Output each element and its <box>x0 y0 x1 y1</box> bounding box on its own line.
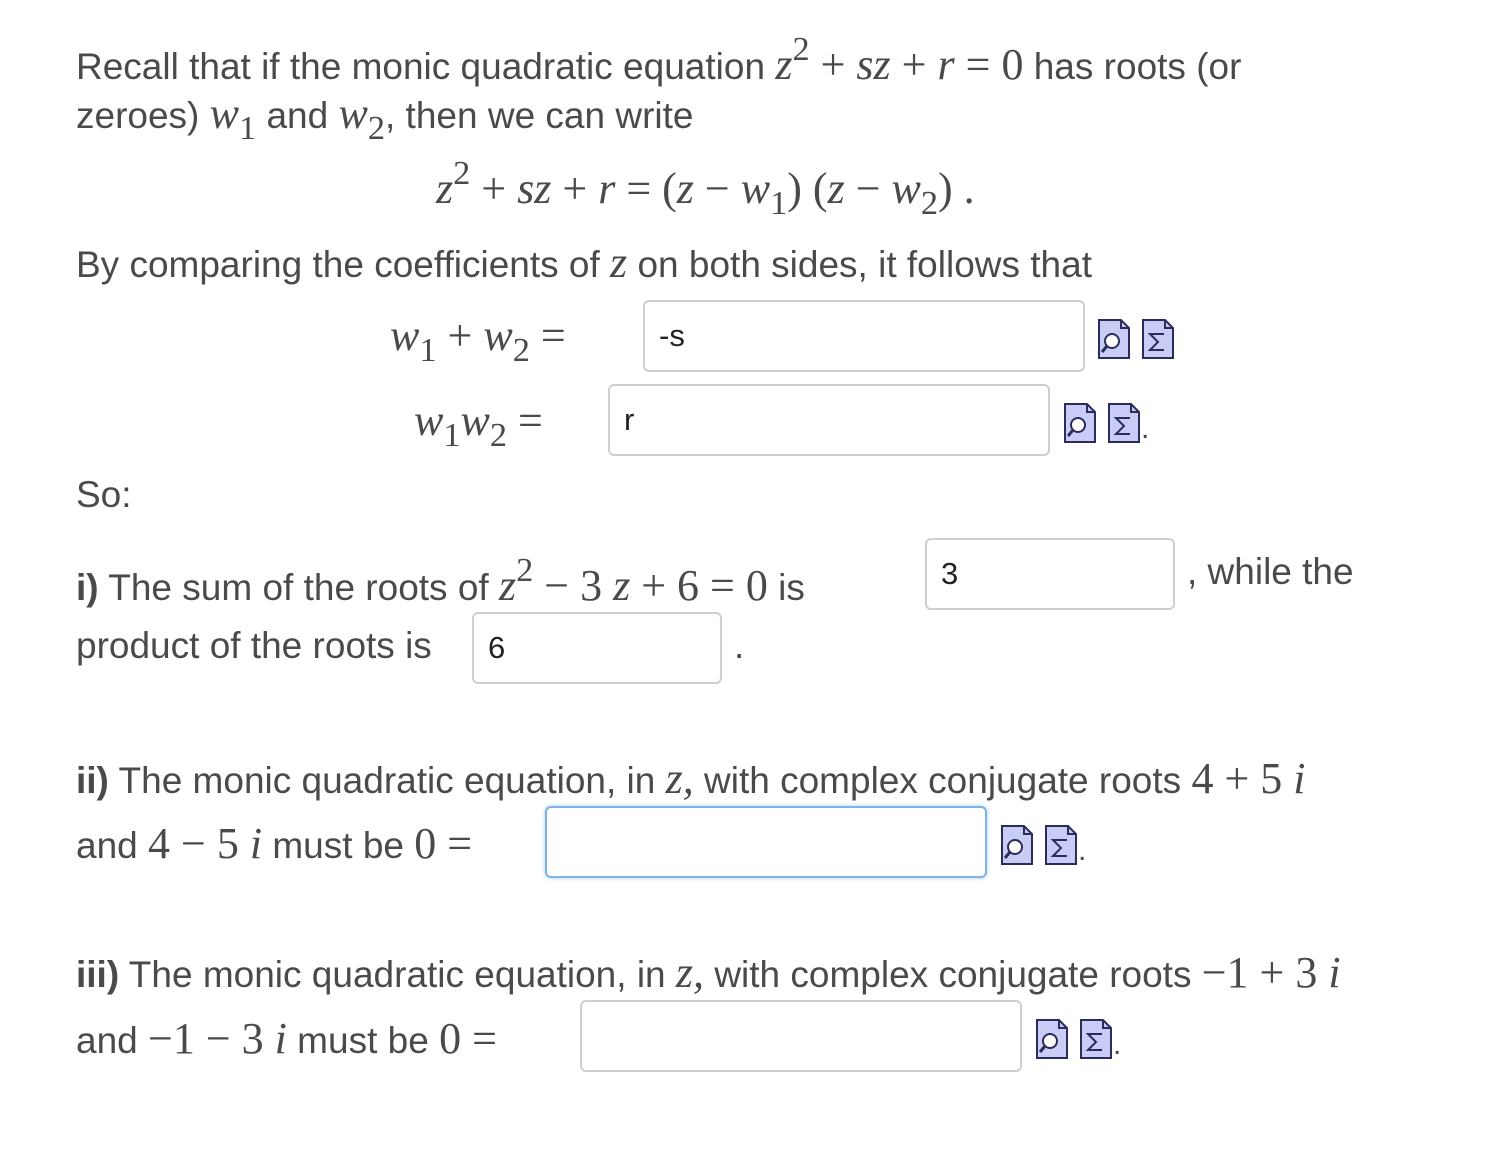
part-iii-text-2: with complex conjugate roots <box>714 954 1192 995</box>
w1-symbol: $w_1$ <box>209 89 257 147</box>
part-ii-text: The monic quadratic equation, in <box>118 760 656 801</box>
intro-line-1 <box>76 30 1241 90</box>
part-i-label: i) <box>76 566 99 608</box>
part-ii-line-1 <box>76 753 1306 804</box>
is-text: is <box>778 566 805 608</box>
part-ii-label: ii) <box>76 760 109 801</box>
sum-roots-input[interactable] <box>643 300 1085 372</box>
preview-icon[interactable] <box>1097 318 1131 360</box>
part-ii-line-2 <box>76 818 472 869</box>
sum-equation-label: $w_1 + w_2$ = <box>390 311 566 369</box>
intro-line-2 <box>76 88 693 148</box>
then-text: , then we can write <box>385 95 694 136</box>
and-text: and <box>266 95 329 136</box>
part-i-line-2 <box>76 625 432 667</box>
intro-zeroes-text: zeroes) <box>76 95 200 136</box>
compare-coefficients-text <box>76 237 1092 288</box>
and-text: and <box>76 1020 138 1061</box>
product-text: product of the roots is <box>76 625 432 666</box>
equation-editor-icon[interactable] <box>1044 824 1078 866</box>
root-value: −1 + 3 <box>1201 948 1318 997</box>
part-iii-line-2 <box>76 1013 497 1064</box>
factorization-equation: $z^2$ + sz + $r = (z - w_1)$ $(z - w_2)$ . <box>436 154 975 222</box>
product-roots-input[interactable] <box>608 384 1050 456</box>
part-i-sum-input[interactable] <box>925 538 1175 610</box>
intro-text-end: has roots (or <box>1033 45 1242 87</box>
part-ii-text-2: with complex conjugate roots <box>704 760 1182 801</box>
period: . <box>1078 834 1087 867</box>
compare-text-end: on both sides, it follows that <box>637 244 1092 285</box>
equation-editor-icon[interactable] <box>1079 1018 1113 1060</box>
must-be-text: must be <box>272 825 404 866</box>
equation-editor-icon[interactable] <box>1107 402 1141 444</box>
part-i-product-input[interactable] <box>472 612 722 684</box>
part-iii-text: The monic quadratic equation, in <box>128 954 666 995</box>
z-symbol: z <box>610 238 628 287</box>
root-value: 4 − 5 <box>148 819 239 868</box>
root-value: 4 + 5 <box>1191 754 1283 803</box>
equation-z2-3z-6: $z^2 - 3$ z + 6 = 0 <box>498 551 768 610</box>
preview-icon[interactable] <box>1000 824 1034 866</box>
z-symbol: z, <box>665 754 694 803</box>
part-iii-equation-input[interactable] <box>580 1000 1022 1072</box>
preview-icon[interactable] <box>1063 402 1097 444</box>
part-ii-equation-input[interactable] <box>545 806 987 878</box>
intro-text: Recall that if the monic quadratic equation <box>76 45 766 87</box>
part-i-line-1 <box>76 551 805 611</box>
preview-icon[interactable] <box>1035 1018 1069 1060</box>
and-text: and <box>76 825 138 866</box>
compare-text: By comparing the coefficients of <box>76 244 600 285</box>
root-value: −1 − 3 <box>148 1014 264 1063</box>
root-4-minus-5i: 4 − 5 i <box>148 819 263 868</box>
part-i-text: The sum of the roots of <box>108 566 489 608</box>
while-the-text: , while the <box>1187 551 1354 592</box>
must-be-text: must be <box>297 1020 429 1061</box>
part-iii-label: iii) <box>76 954 120 995</box>
w2-symbol: $w_2$ <box>338 89 385 147</box>
equation-z2-sz-r: $z^2$ + sz + r = 0 <box>775 30 1024 89</box>
part-iii-line-1 <box>76 947 1341 998</box>
zero-equals: 0 = <box>414 819 473 868</box>
product-equation-label: $w_1w_2$ = <box>414 396 543 454</box>
period: . <box>1113 1028 1122 1061</box>
period: . <box>1141 412 1150 445</box>
zero-equals: 0 = <box>439 1014 497 1063</box>
so-label: So: <box>76 474 132 515</box>
z-symbol: z, <box>675 948 705 997</box>
period: . <box>734 625 745 666</box>
root-neg1-minus-3i: −1 − 3 i <box>148 1014 287 1063</box>
equation-editor-icon[interactable] <box>1141 318 1175 360</box>
root-4-plus-5i: 4 + 5 i <box>1191 754 1306 803</box>
root-neg1-plus-3i: −1 + 3 i <box>1201 948 1341 997</box>
